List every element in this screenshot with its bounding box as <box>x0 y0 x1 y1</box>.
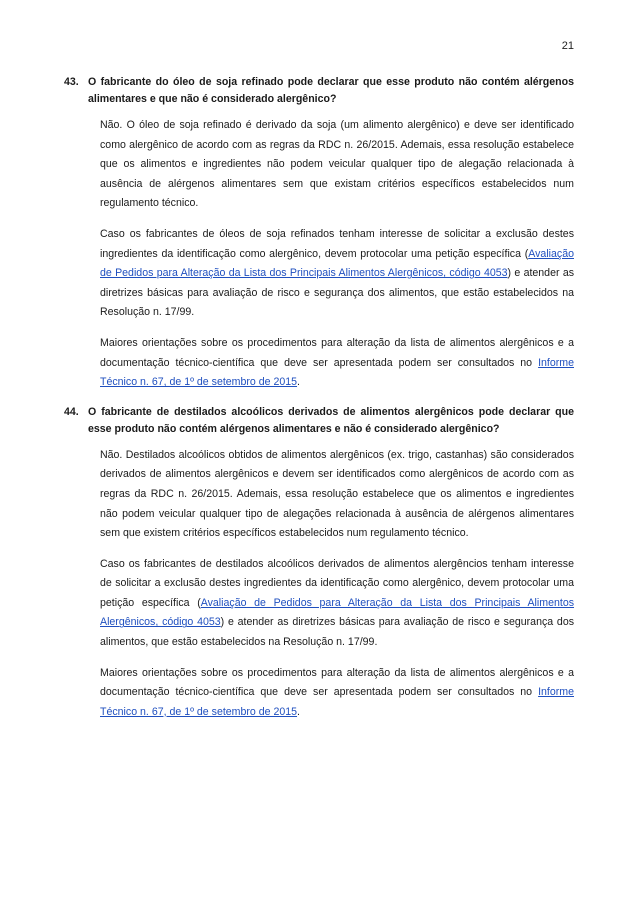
answer-paragraph: Não. Destilados alcoólicos obtidos de alimentos alergênicos (ex. trigo, castanhas) são considerados derivados de alimentos alergênicos e devem ser identificados como alergênicos de acordo com as regras da RDC n. 26/2015. Ademais, essa resolução estabelece que os alimentos e ingredientes não podem veicular qualquer tipo de alegações relacionada à ausência de alérgenos alimentares sem que existem critérios específicos estabelecidos num regulamento técnico. <box>100 448 574 540</box>
paragraph-text: . <box>297 376 300 389</box>
question-heading <box>64 74 574 108</box>
question-number: 43. <box>64 76 79 88</box>
paragraph-text: Caso os fabricantes de óleos de soja refinados tenham interesse de solicitar a exclusão destes ingredientes da identificação como alergênico, devem protocolar uma petição específica ( <box>100 227 574 260</box>
technical-report-link[interactable]: Informe Técnico n. 67, de 1º de setembro de 2015 <box>100 356 574 389</box>
faq-content <box>64 74 574 733</box>
faq-item-44 <box>64 404 574 723</box>
answer-paragraph <box>100 664 574 723</box>
answer-paragraph <box>100 225 574 323</box>
paragraph-text: ) e atender as diretrizes básicas para avaliação de risco e segurança dos alimentos, que estão estabelecidos na Resolução n. 17/99. <box>100 616 575 649</box>
question-text: O fabricante do óleo de soja refinado pode declarar que esse produto não contém alérgenos alimentares e que não é considerado alergênico? <box>88 76 574 105</box>
question-text: O fabricante de destilados alcoólicos derivados de alimentos alergênicos pode declarar que esse produto não contém alérgenos alimentares e não é considerado alergênico? <box>88 405 574 435</box>
faq-item-43 <box>64 74 574 393</box>
technical-report-link[interactable]: Informe Técnico n. 67, de 1º de setembro de 2015 <box>100 686 574 718</box>
answer-paragraph: Não. O óleo de soja refinado é derivado da soja (um alimento alergênico) e deve ser identificado como alergênico de acordo com as regras da RDC n. 26/2015. Ademais, essa resolução estabelece que os alimentos e ingredientes não podem veicular qualquer tipo de alegação relacionada à ausência de alérgenos alimentares sem que existam critérios específicos estabelecidos num regulamento técnico. <box>100 119 574 210</box>
answer-paragraph <box>100 334 574 393</box>
question-number: 44. <box>64 405 79 418</box>
question-heading <box>64 404 574 438</box>
petition-link[interactable]: Avaliação de Pedidos para Alteração da Lista dos Principais Alimentos Alergênicos, código 4053 <box>100 596 575 629</box>
paragraph-text: Maiores orientações sobre os procedimentos para alteração da lista de alimentos alergênicos e a documentação técnico-científica que deve ser apresentada podem ser consultados no <box>100 666 574 699</box>
paragraph-text: Caso os fabricantes de destilados alcoólicos derivados de alimentos alergêncios tenham interesse de solicitar a exclusão destes ingredientes da identificação como alergênico, devem protocolar uma petição específica ( <box>100 557 574 609</box>
answer-paragraph <box>100 555 574 653</box>
answer-body <box>100 446 574 723</box>
paragraph-text: . <box>297 705 300 718</box>
page-number: 21 <box>561 40 574 52</box>
petition-link[interactable]: Avaliação de Pedidos para Alteração da Lista dos Principais Alimentos Alergênicos, código 4053 <box>100 247 574 280</box>
paragraph-text: ) e atender as diretrizes básicas para avaliação de risco e segurança dos alimentos, que estão estabelecidos na Resolução n. 17/99. <box>100 267 575 319</box>
answer-body <box>100 116 574 393</box>
paragraph-text: Maiores orientações sobre os procedimentos para alteração da lista de alimentos alergênicos e a documentação técnico-científica que deve ser apresentada podem ser consultados no <box>100 336 574 369</box>
